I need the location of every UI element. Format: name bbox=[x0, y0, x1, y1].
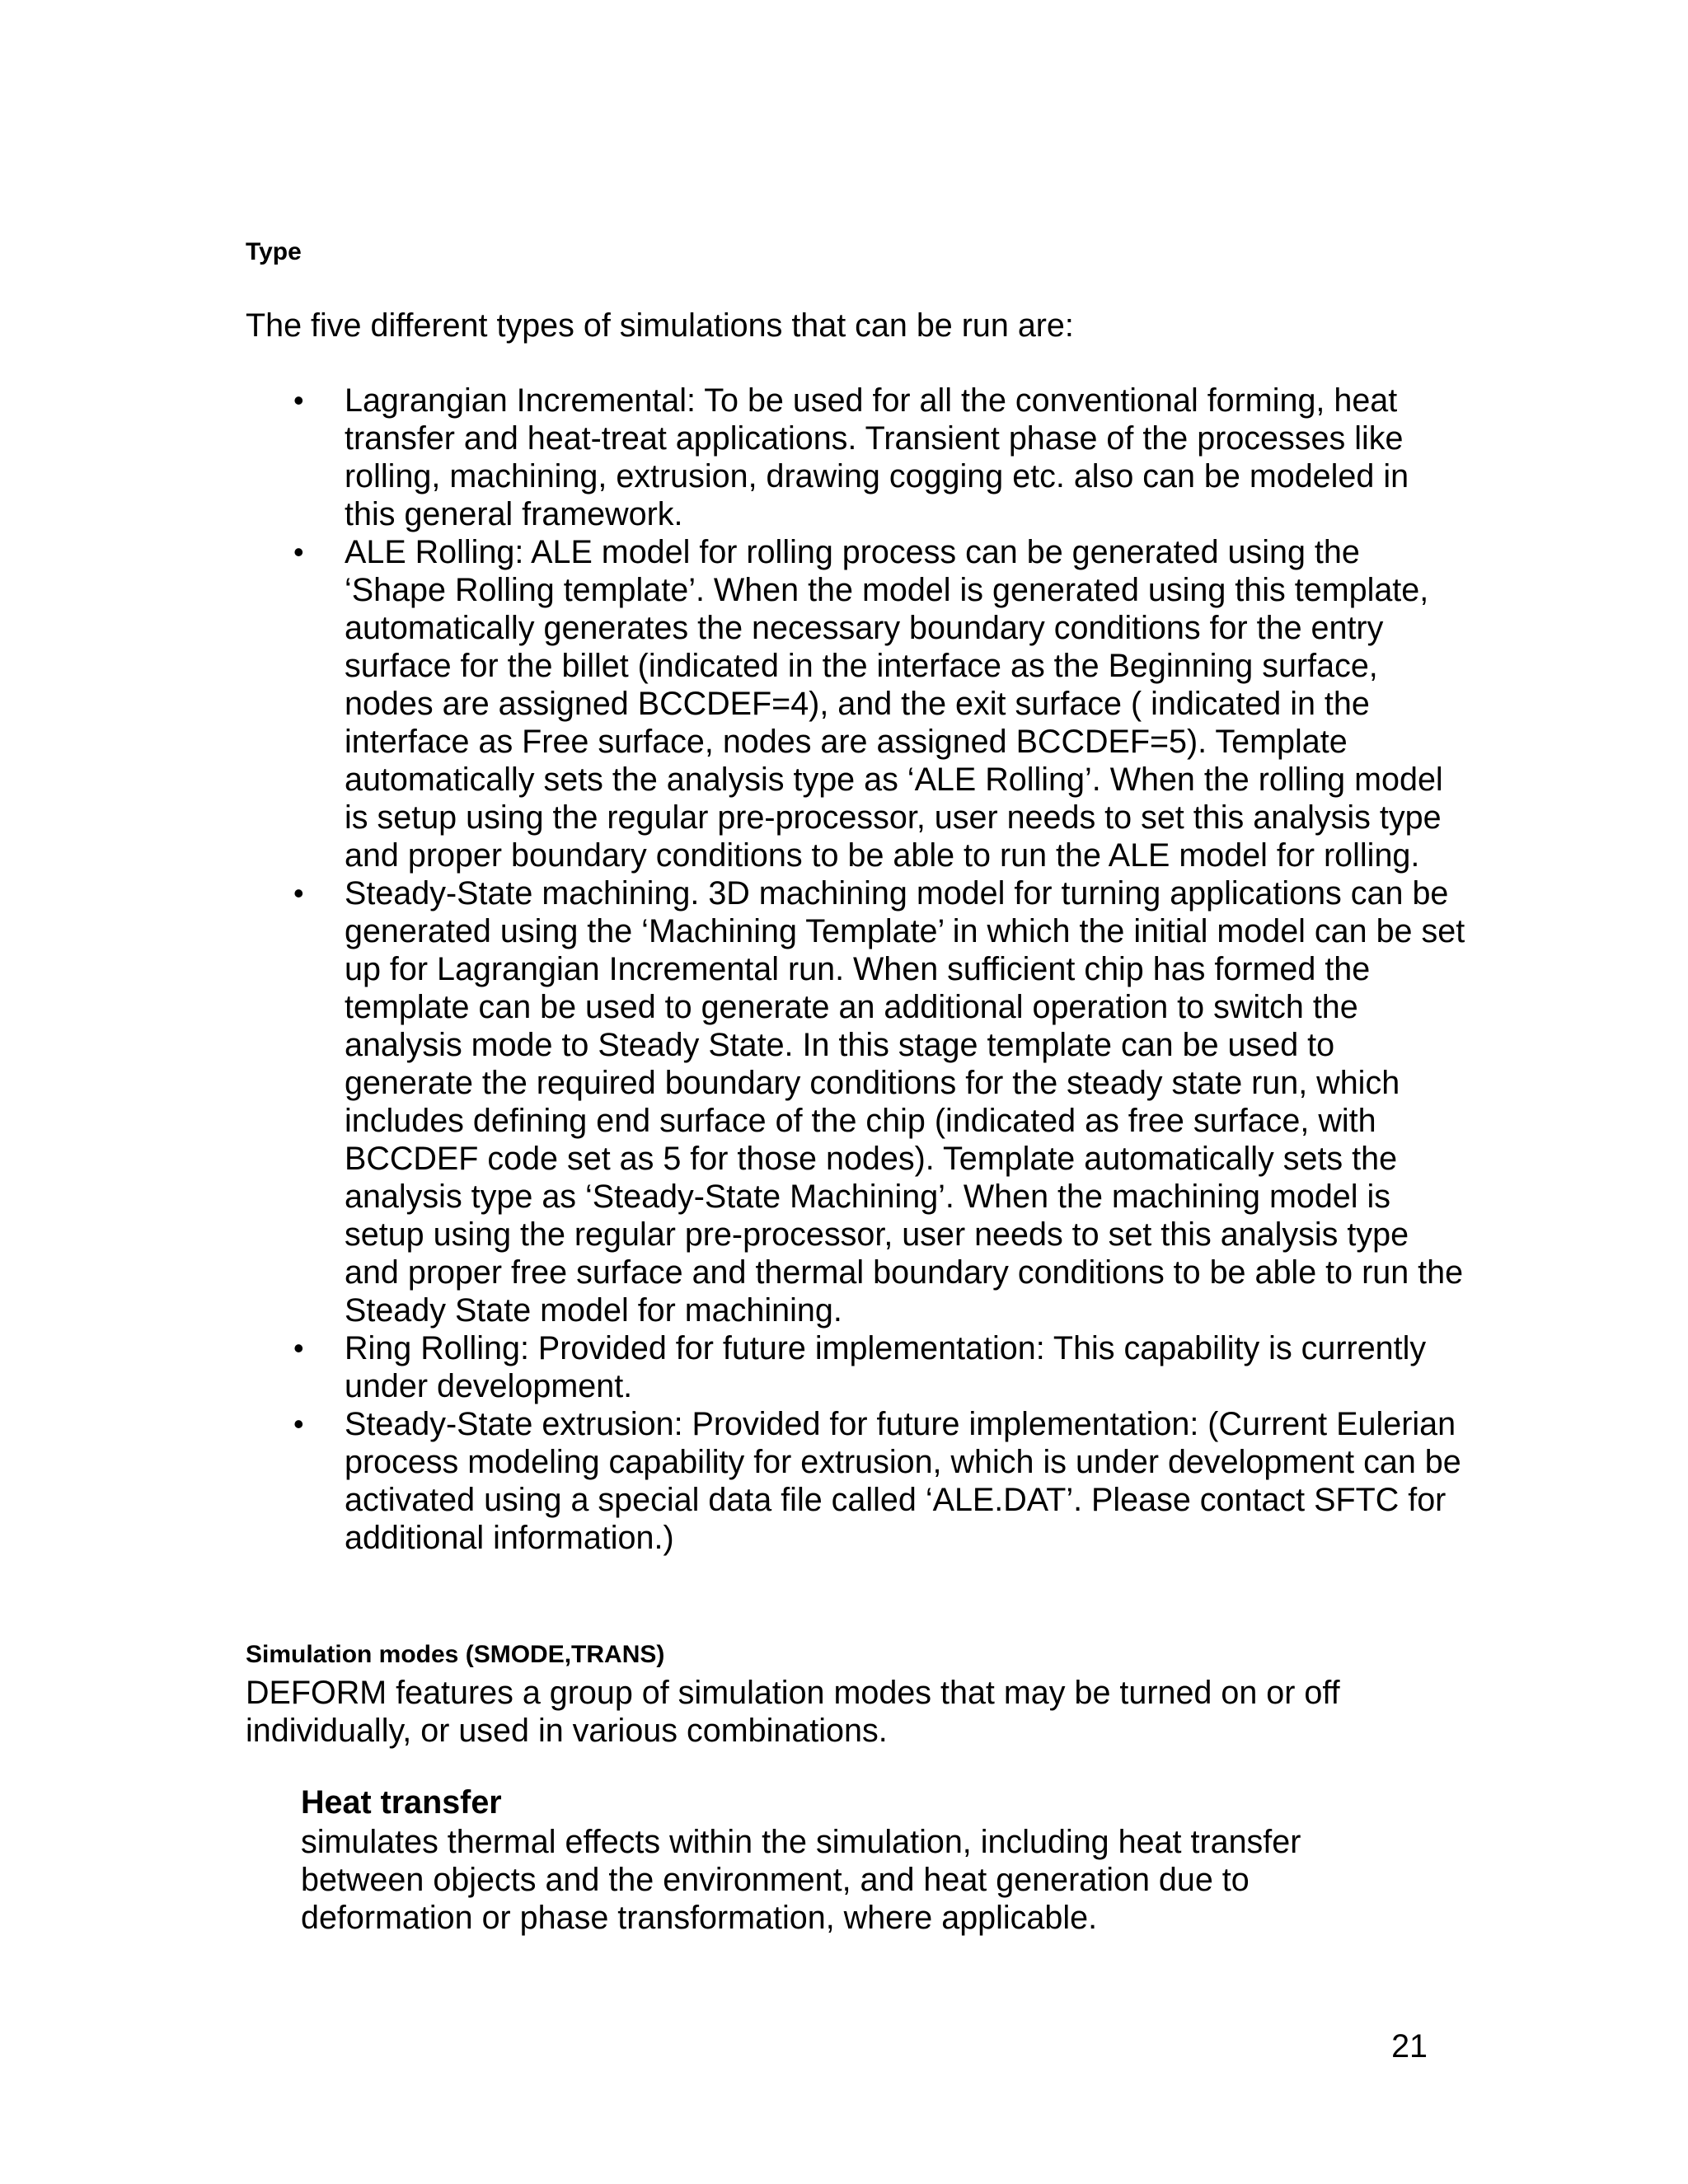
list-item bbox=[246, 1329, 1465, 1405]
bullet-icon: • bbox=[293, 535, 304, 569]
bullet-icon: • bbox=[293, 876, 304, 910]
list-item bbox=[246, 874, 1465, 1329]
list-item bbox=[246, 533, 1465, 874]
list-item-text: Steady-State extrusion: Provided for future implementation: (Current Eulerian process modeling capability for extrusion, which is under development can be activated using a special data file called ‘ALE.DAT’. Please contact SFTC for additional information.) bbox=[345, 1406, 1461, 1556]
list-item bbox=[246, 382, 1465, 533]
bullet-icon: • bbox=[293, 1407, 304, 1441]
bullet-icon: • bbox=[293, 383, 304, 417]
list-item-text: ALE Rolling: ALE model for rolling process can be generated using the ‘Shape Rolling template’. When the model is generated using this template, automatically generates the necessary boundary conditions for the entry surface for the billet (indicated in the interface as the Beginning surface, nodes are assigned BCCDEF=4), and the exit surface ( indicated in the interface as Free surface, nodes are assigned BCCDEF=5). Template automatically sets the analysis type as ‘ALE Rolling’. When the rolling model is setup using the regular pre-processor, user needs to set this analysis type and proper boundary conditions to be able to run the ALE model for rolling. bbox=[345, 534, 1443, 874]
simulation-modes-paragraph: DEFORM features a group of simulation modes that may be turned on or off individually, or used in various combinations. bbox=[246, 1675, 1340, 1749]
section-heading-type: Type bbox=[246, 238, 302, 265]
simulation-types-list bbox=[246, 382, 1465, 1557]
list-item-text: Lagrangian Incremental: To be used for all the conventional forming, heat transfer and heat-treat applications. Transient phase of the processes like rolling, machining, extrusion, drawing cogging etc. also can be modeled in this general framework. bbox=[345, 382, 1409, 532]
list-item-text: Steady-State machining. 3D machining model for turning applications can be generated using the ‘Machining Template’ in which the initial model can be set up for Lagrangian Incremental run. When sufficient chip has formed the template can be used to generate an additional operation to switch the analysis mode to Steady State. In this stage template can be used to generate the required boundary conditions for the steady state run, which includes defining end surface of the chip (indicated as free surface, with BCCDEF code set as 5 for those nodes). Template automatically sets the analysis type as ‘Steady-State Machining’. When the machining model is setup using the regular pre-processor, user needs to set this analysis type and proper free surface and thermal boundary conditions to be able to run the Steady State model for machining. bbox=[345, 875, 1465, 1329]
heat-transfer-paragraph: simulates thermal effects within the simulation, including heat transfer between objects and the environment, and heat generation due to deformation or phase transformation, where applicable. bbox=[301, 1824, 1301, 1936]
page-number: 21 bbox=[1391, 2028, 1428, 2064]
bullet-icon: • bbox=[293, 1331, 304, 1365]
section-heading-simulation-modes: Simulation modes (SMODE,TRANS) bbox=[246, 1641, 665, 1668]
list-item bbox=[246, 1405, 1465, 1557]
type-intro-paragraph: The five different types of simulations that can be run are: bbox=[246, 307, 1074, 344]
subheading-heat-transfer: Heat transfer bbox=[301, 1784, 502, 1821]
list-item-text: Ring Rolling: Provided for future implementation: This capability is currently under development. bbox=[345, 1330, 1427, 1404]
